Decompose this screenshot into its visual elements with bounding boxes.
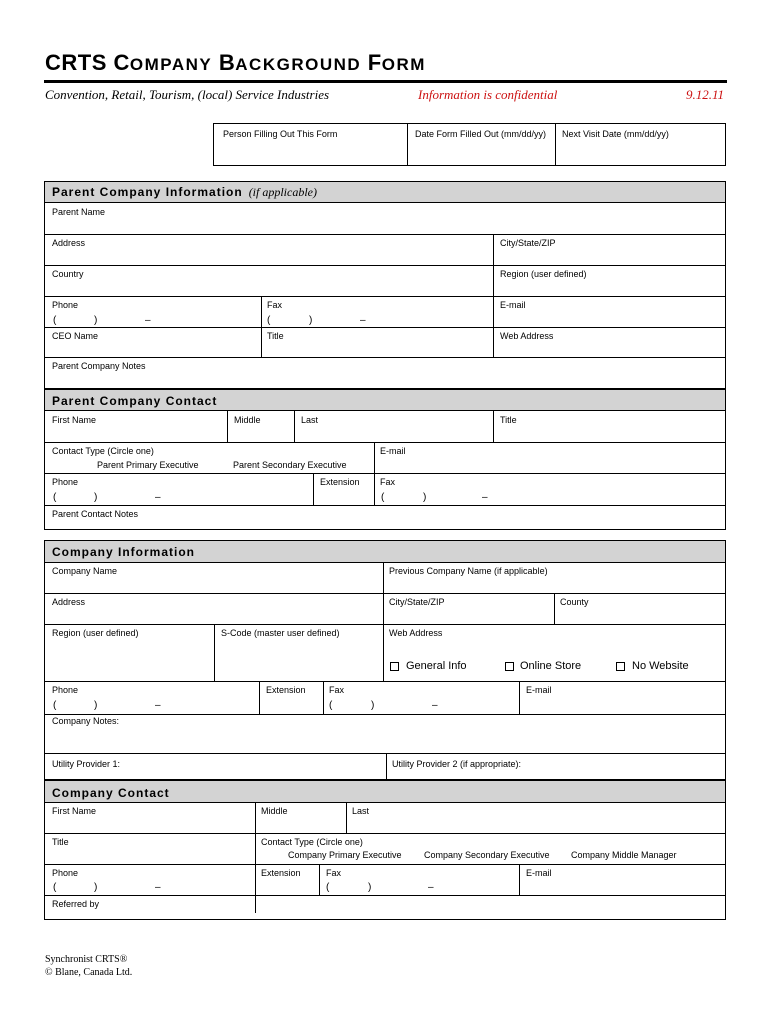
company-scode-field[interactable]: S-Code (master user defined) xyxy=(221,628,340,638)
parent-contact-last-field[interactable]: Last xyxy=(301,415,319,425)
section-note: (if applicable) xyxy=(248,185,318,199)
parent-name-field[interactable]: Parent Name xyxy=(52,207,106,217)
company-contact-header xyxy=(45,781,725,803)
company-contact-type-label: Contact Type (Circle one) xyxy=(261,837,363,847)
title-rule xyxy=(44,80,727,83)
company-email-field[interactable]: E-mail xyxy=(526,685,552,695)
form-title: CRTS COMPANY BACKGROUND FORM xyxy=(45,50,426,75)
company-city-field[interactable]: City/State/ZIP xyxy=(389,597,445,607)
company-extension-field[interactable]: Extension xyxy=(266,685,306,695)
company-notes-field[interactable]: Company Notes: xyxy=(52,716,120,726)
company-county-field[interactable]: County xyxy=(560,597,589,607)
footer-copyright: © Blane, Canada Ltd. xyxy=(45,967,133,978)
company-info-header xyxy=(45,541,725,563)
company-fax-field[interactable]: Fax xyxy=(329,685,345,695)
company-contact-section: Company Contact First Name Middle Last Title Contact Type (Circle one) Company Primary Executive Company Secondary Executive Company Middle Manager Phone ( ) – Extension Fax ( ) – E-mail Referred by xyxy=(44,780,726,920)
company-web-field[interactable]: Web Address xyxy=(389,628,443,638)
online-store-checkbox[interactable] xyxy=(505,662,514,671)
section-title: Parent Company Information xyxy=(52,185,243,199)
parent-contact-extension-field[interactable]: Extension xyxy=(320,477,360,487)
parent-company-section: Parent Company Information (if applicable) Parent Name Address City/State/ZIP Country Region (user defined) Phone ( ) – Fax ( ) – E-mail CEO Name Title Web Address Parent Company Notes xyxy=(44,181,726,389)
online-store-label: Online Store xyxy=(520,660,582,672)
company-name-field[interactable]: Company Name xyxy=(52,566,118,576)
form-version: 9.12.11 xyxy=(686,87,725,102)
parent-contact-phone-field[interactable]: Phone xyxy=(52,477,79,487)
company-contact-first-field[interactable]: First Name xyxy=(52,806,97,816)
parent-address-field[interactable]: Address xyxy=(52,238,86,248)
company-contact-phone-field[interactable]: Phone xyxy=(52,868,79,878)
no-website-label: No Website xyxy=(632,660,689,672)
company-region-field[interactable]: Region (user defined) xyxy=(52,628,139,638)
parent-web-field[interactable]: Web Address xyxy=(500,331,554,341)
parent-contact-section: Parent Company Contact First Name Middle Last Title Contact Type (Circle one) Parent Primary Executive Parent Secondary Executive E-mail Phone ( ) – Extension Fax ( ) – Parent Contact Notes xyxy=(44,389,726,530)
next-visit-label: Next Visit Date (mm/dd/yy) xyxy=(562,129,669,139)
company-contact-middle-field[interactable]: Middle xyxy=(261,806,288,816)
no-website-checkbox[interactable] xyxy=(616,662,625,671)
previous-company-field[interactable]: Previous Company Name (if applicable) xyxy=(389,566,548,576)
ceo-name-field[interactable]: CEO Name xyxy=(52,331,99,341)
parent-notes-field[interactable]: Parent Company Notes xyxy=(52,361,146,371)
company-phone-field[interactable]: Phone xyxy=(52,685,79,695)
parent-contact-title-field[interactable]: Title xyxy=(500,415,517,425)
general-info-label: General Info xyxy=(406,660,467,672)
section-title: Company Information xyxy=(52,545,196,559)
company-contact-extension-field[interactable]: Extension xyxy=(261,868,301,878)
parent-contact-header xyxy=(45,390,725,411)
parent-city-field[interactable]: City/State/ZIP xyxy=(500,238,556,248)
company-contact-fax-field[interactable]: Fax xyxy=(326,868,342,878)
date-filled-label: Date Form Filled Out (mm/dd/yy) xyxy=(415,129,547,139)
section-title: Parent Company Contact xyxy=(52,394,218,408)
parent-phone-field[interactable]: Phone xyxy=(52,300,79,310)
ceo-title-field[interactable]: Title xyxy=(267,331,284,341)
company-address-field[interactable]: Address xyxy=(52,597,86,607)
company-contact-title-field[interactable]: Title xyxy=(52,837,69,847)
parent-company-header xyxy=(45,182,725,203)
parent-email-field[interactable]: E-mail xyxy=(500,300,526,310)
footer-product: Synchronist CRTS® xyxy=(45,954,128,965)
company-secondary-option[interactable]: Company Secondary Executive xyxy=(424,850,550,860)
parent-country-field[interactable]: Country xyxy=(52,269,84,279)
parent-fax-field[interactable]: Fax xyxy=(267,300,283,310)
company-middle-manager-option[interactable]: Company Middle Manager xyxy=(571,850,677,860)
parent-contact-email-field[interactable]: E-mail xyxy=(380,446,406,456)
parent-region-field[interactable]: Region (user defined) xyxy=(500,269,587,279)
parent-contact-fax-field[interactable]: Fax xyxy=(380,477,396,487)
referred-by-field[interactable]: Referred by xyxy=(52,899,100,909)
person-filling-label: Person Filling Out This Form xyxy=(223,129,338,139)
parent-contact-type-label: Contact Type (Circle one) xyxy=(52,446,154,456)
parent-contact-notes-field[interactable]: Parent Contact Notes xyxy=(52,509,139,519)
form-subtitle: Convention, Retail, Tourism, (local) Service Industries xyxy=(45,87,330,102)
form-info-box xyxy=(213,123,726,166)
company-contact-email-field[interactable]: E-mail xyxy=(526,868,552,878)
utility-provider-2-field[interactable]: Utility Provider 2 (if appropriate): xyxy=(392,759,522,769)
company-info-section: Company Information Company Name Previous Company Name (if applicable) Address City/State/ZIP County Region (user defined) S-Code (master user defined) Web Address General Info Online Store No Website Phone ( ) – Extension Fax ( ) – E-mail Company Notes: Utility Provider 1: Utility Provider 2 (if appropriate): xyxy=(44,540,726,780)
utility-provider-1-field[interactable]: Utility Provider 1: xyxy=(52,759,121,769)
parent-secondary-option[interactable]: Parent Secondary Executive xyxy=(233,460,347,470)
confidential-note: Information is confidential xyxy=(418,87,558,102)
parent-primary-option[interactable]: Parent Primary Executive xyxy=(97,460,199,470)
section-title: Company Contact xyxy=(52,786,170,800)
general-info-checkbox[interactable] xyxy=(390,662,399,671)
parent-contact-first-field[interactable]: First Name xyxy=(52,415,97,425)
company-contact-last-field[interactable]: Last xyxy=(352,806,370,816)
company-primary-option[interactable]: Company Primary Executive xyxy=(288,850,402,860)
parent-contact-middle-field[interactable]: Middle xyxy=(234,415,261,425)
